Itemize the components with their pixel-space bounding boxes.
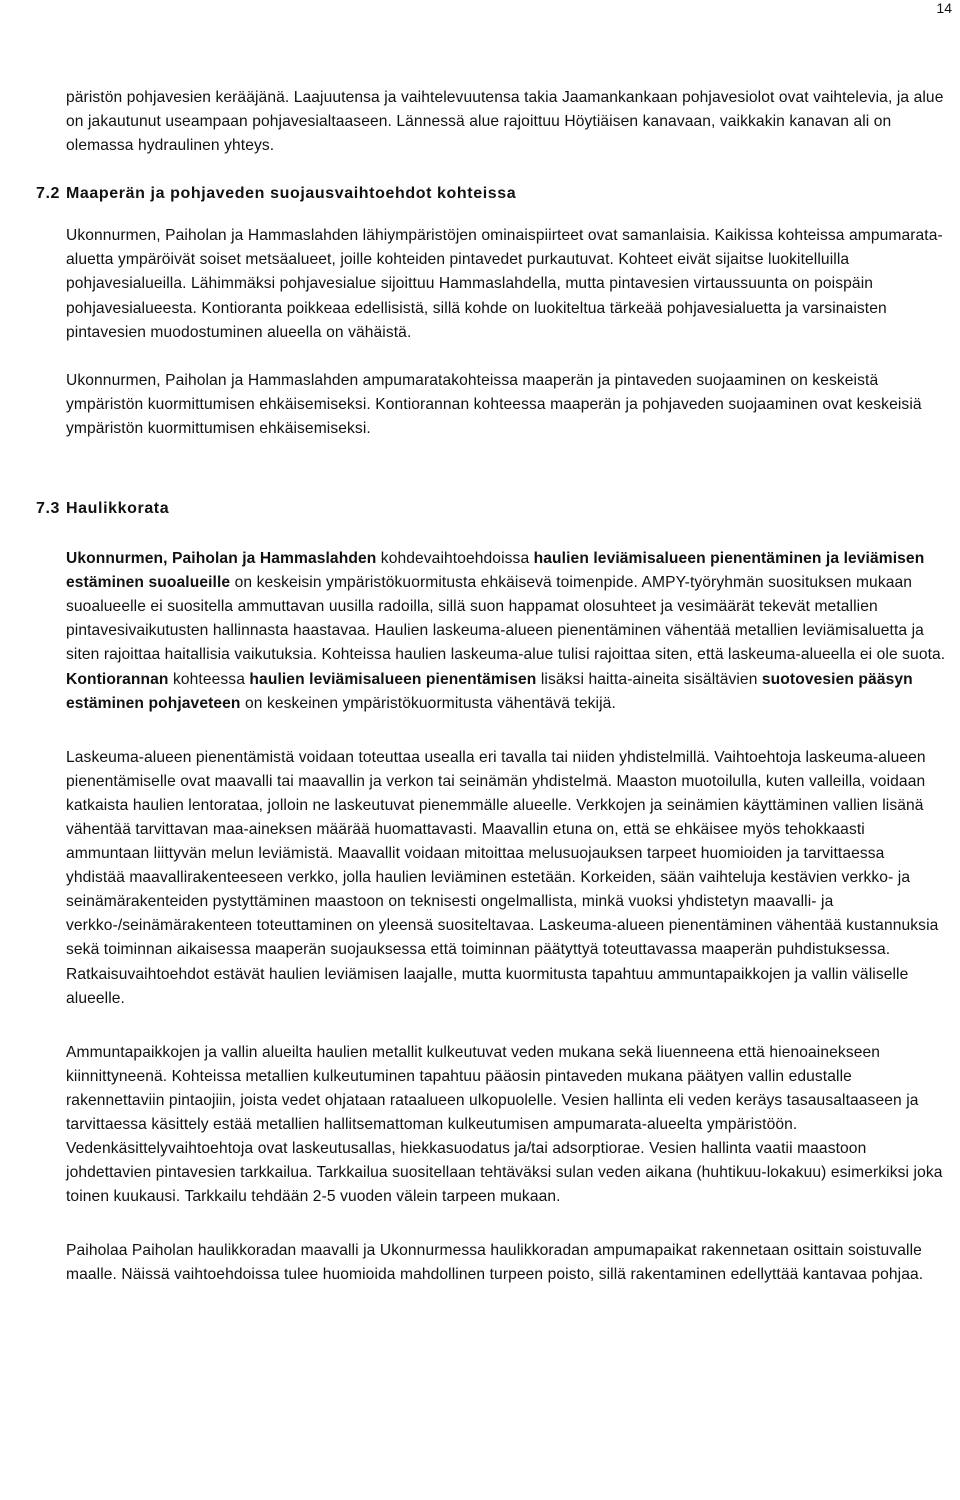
section-title: Haulikkorata: [66, 500, 170, 518]
page-number: 14: [936, 0, 952, 16]
section-7-3-paragraph-3: Ammuntapaikkojen ja vallin alueilta haulien metallit kulkeutuvat veden mukana sekä liuenneena että hienoainekseen kiinnittyneenä. Kohteissa metallien kulkeutuminen tapahtuu pääosin pintaveden mukana päätyen vallin edustalle rakennettaviin pintaojiin, joista vedet ohjataan rataalueen ulkopuolelle. Vesien hallinta eli veden keräys tasausaltaaseen ja tarvittaessa käsittely estää metallien hallitsemattoman kulkeutumisen ampumarata-alueelta ympäristöön. Vedenkäsittelyvaihtoehtoja ovat laskeutusallas, hiekkasuodatus ja/tai adsorptiorae. Vesien hallinta vaatii maastoon johdettavien pintavesien tarkkailua. Tarkkailua suositellaan tehtäväksi sulan veden aikana (huhtikuu-lokakuu) esimerkiksi joka toinen kuukausi. Tarkkailu tehdään 2-5 vuoden välein tarpeen mukaan.: [66, 1043, 943, 1206]
document-body: [35, 86, 946, 1288]
body-text: kohteessa: [168, 670, 250, 688]
section-7-2-paragraph-2: Ukonnurmen, Paiholan ja Hammaslahden ampumaratakohteissa maaperän ja pintaveden suojaaminen on keskeistä ympäristön kuormittumisen ehkäisemiseksi. Kontiorannan kohteessa maaperän ja pohjaveden suojaaminen ovat keskeisiä ympäristön kuormittumisen ehkäisemiseksi.: [66, 371, 922, 437]
body-text: on keskeinen ympäristökuormitusta vähentävä tekijä.: [240, 694, 616, 712]
section-7-3-heading: [35, 497, 946, 521]
section-number: 7.3: [35, 500, 60, 518]
section-7-3-paragraph-1: [66, 547, 946, 716]
body-text: on keskeisin ympäristökuormitusta ehkäisevä toimenpide. AMPY-työryhmän suosituksen mukaan suoalueelle ei suositella ammuttavan uusilla radoilla, sillä suon happamat olosuhteet ja vesimäärät tekevät metallien pintavesivaikutusten hallinnasta haastavaa. Haulien laskeuma-alueen pienentäminen vähentää metallien leviämisaluetta ja siten rajoittaa haitallisia vaikutuksia. Kohteissa haulien laskeuma-alue tulisi rajoittaa siten, että laskeuma-alueella ei ole suota.: [66, 574, 946, 664]
bold-text: haulien leviämisalueen pienentäminen ja leviämisen estäminen suoalueille: [66, 550, 925, 592]
section-number: 7.2: [35, 185, 60, 203]
bold-text: haulien leviämisalueen pienentämisen: [249, 670, 537, 688]
section-7-3-paragraph-4: Paiholaa Paiholan haulikkoradan maavalli ja Ukonnurmessa haulikkoradan ampumapaikat rakennetaan osittain soistuvalle maalle. Näissä vaihtoehdoissa tulee huomioida mahdollinen turpeen poisto, sillä rakentaminen edellyttää kantavaa pohjaa.: [66, 1242, 924, 1284]
intro-paragraph: päristön pohjavesien kerääjänä. Laajuutensa ja vaihtelevuutensa takia Jaamankankaan pohjavesiolot ovat vaihtelevia, ja alue on jakautunut useampaan pohjavesialtaaseen. Lännessä alue rajoittuu Höytiäisen kanavaan, vaikkakin kanavan ali on olemassa hydraulinen yhteys.: [66, 89, 944, 155]
section-title: Maaperän ja pohjaveden suojausvaihtoehdot kohteissa: [66, 185, 517, 203]
bold-text: Kontiorannan: [66, 670, 169, 688]
body-text: kohdevaihtoehdoissa: [376, 550, 534, 568]
section-7-2-paragraph-1: Ukonnurmen, Paiholan ja Hammaslahden lähiympäristöjen ominaispiirteet ovat samanlaisia. Kaikissa kohteissa ampumarata-aluetta ympäröivät soiset metsäalueet, joille kohteiden pintavedet purkautuvat. Kohteet eivät sijaitse luokitelluilla pohjavesialueilla. Lähimmäksi pohjavesialue sijoittuu Hammaslahdella, mutta pintavesien virtaussuunta on poispäin pohjavesialueesta. Kontioranta poikkeaa edellisistä, sillä kohde on luokiteltua tärkeää pohjavesialuetta ja varsinaisten pintavesien muodostuminen alueella on vähäistä.: [66, 227, 943, 341]
body-text: lisäksi haitta-aineita sisältävien: [536, 670, 762, 688]
section-7-3-paragraph-2: Laskeuma-alueen pienentämistä voidaan toteuttaa usealla eri tavalla tai niiden yhdistelmillä. Vaihtoehtoja laskeuma-alueen pienentämiselle ovat maavalli tai maavallin ja verkon tai seinämän yhdistelmä. Maaston muotoilulla, kuten valleilla, voidaan katkaista haulien lentorataa, jolloin ne laskeutuvat pienemmälle alueelle. Verkkojen ja seinämien käyttäminen vallien lisänä vähentää tarvittavan maa-aineksen määrää huomattavasti. Maavallin etuna on, että se ehkäisee myös tehokkaasti ammuntaan liittyvän melun leviämistä. Maavallit voidaan mitoittaa melusuojauksen tarpeet huomioiden ja tarvittaessa yhdistää maavallirakenteeseen verkko, jolla haulien leviäminen estetään. Korkeiden, sään vaihteluja kestävien verkko- ja seinämärakenteiden pystyttäminen maastoon on teknisesti ongelmallista, minkä vuoksi yhdistetyn maavalli- ja verkko-/seinämärakenteen toteuttaminen on yleensä suositeltavaa. Laskeuma-alueen pienentäminen vähentää kustannuksia sekä toiminnan aikaisessa maaperän suojauksessa että toiminnan päätyttyä toteuttavassa maaperän puhdistuksessa. Ratkaisuvaihtoehdot estävät haulien leviämisen laajalle, mutta kuormitusta tapahtuu ammuntapaikkojen ja vallin väliselle alueelle.: [66, 748, 939, 1007]
section-7-2-heading: [35, 182, 946, 206]
bold-text: Ukonnurmen, Paiholan ja Hammaslahden: [66, 550, 377, 568]
bold-text: suotovesien pääsyn estäminen pohjaveteen: [66, 670, 913, 712]
